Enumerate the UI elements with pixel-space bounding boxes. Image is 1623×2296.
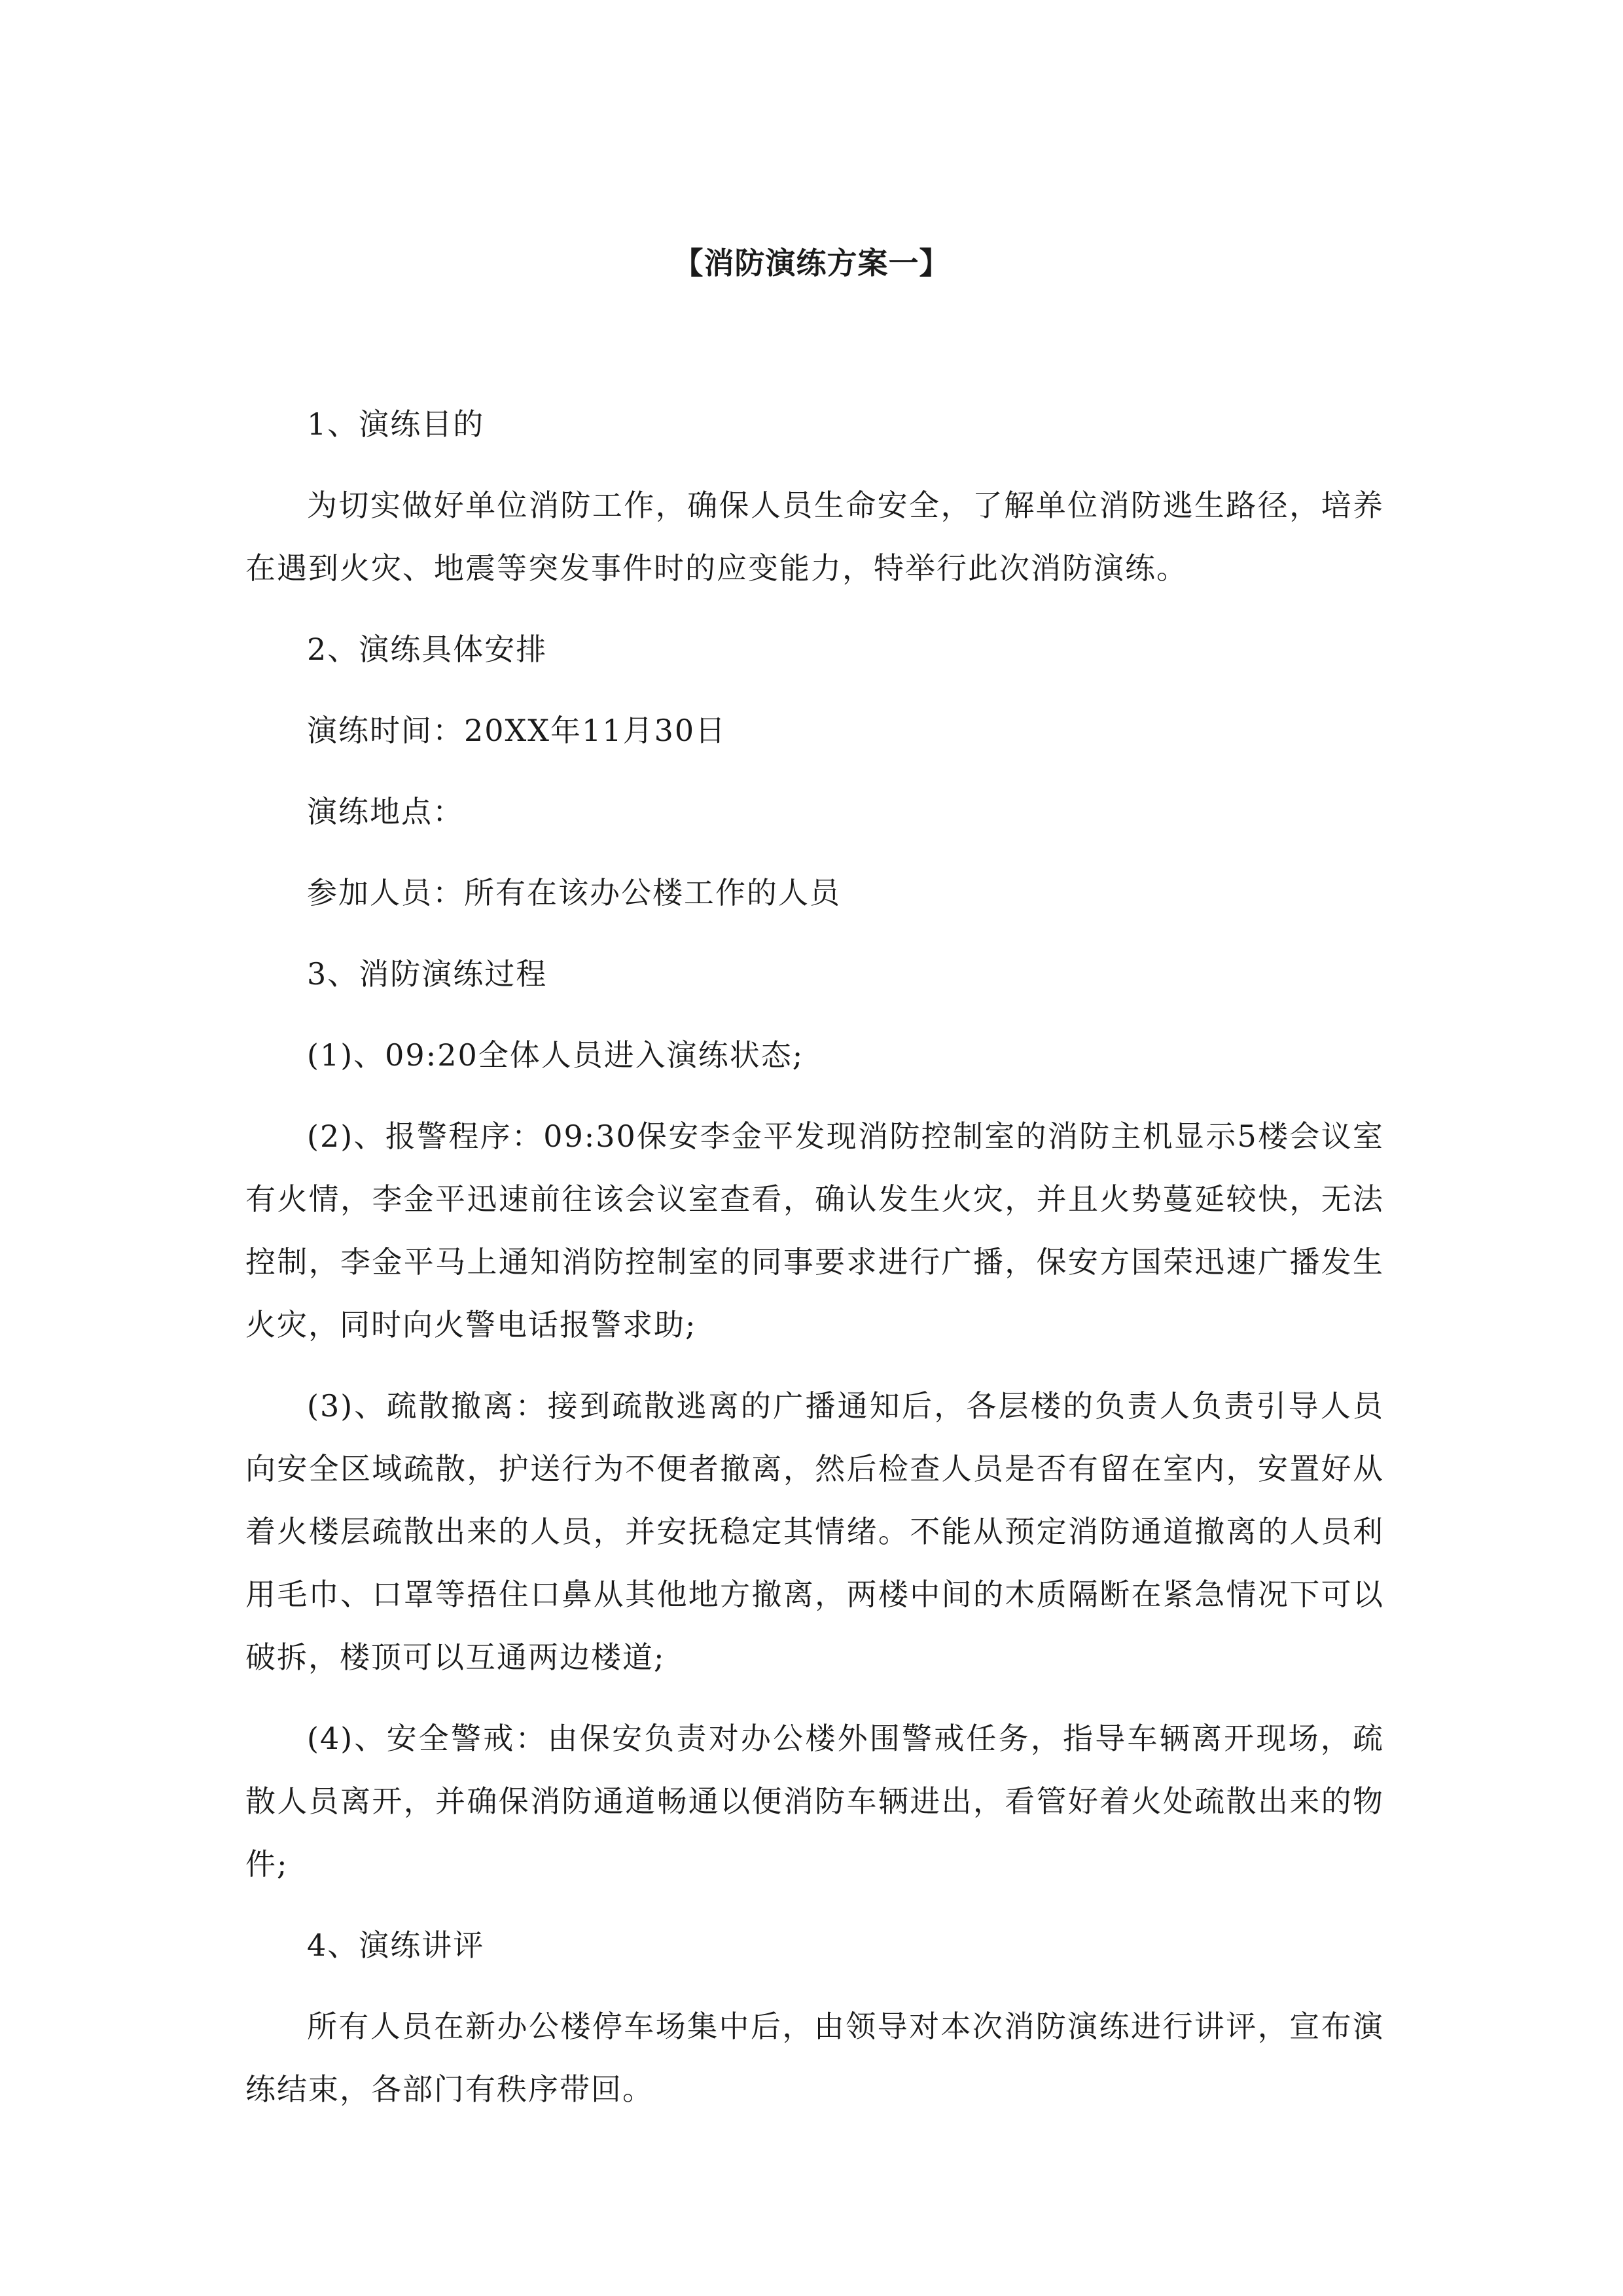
paragraph-step-4-security: (4)、安全警戒：由保安负责对办公楼外围警戒任务，指导车辆离开现场，疏散人员离开，并确保消防通道畅通以便消防车辆进出，看管好着火处疏散出来的物件;	[245, 1721, 1384, 1882]
section-heading-arrangement: 2、演练具体安排	[307, 632, 548, 667]
paragraph-step-2-alarm: (2)、报警程序：09:30保安李金平发现消防控制室的消防主机显示5楼会议室有火情，李金平迅速前往该会议室查看，确认发生火灾，并且火势蔓延较快，无法控制，李金平马上通知消防控制室的同事要求进行广播，保安方国荣迅速广播发生火灾，同时向火警电话报警求助;	[245, 1119, 1384, 1342]
section-heading-purpose: 1、演练目的	[307, 406, 485, 442]
document-title: 【消防演练方案一】	[673, 245, 950, 281]
paragraph-purpose: 为切实做好单位消防工作，确保人员生命安全，了解单位消防逃生路径，培养在遇到火灾、地震等突发事件时的应变能力，特举行此次消防演练。	[245, 488, 1384, 586]
paragraph-review: 所有人员在新办公楼停车场集中后，由领导对本次消防演练进行讲评，宣布演练结束，各部门有秩序带回。	[245, 2009, 1384, 2107]
section-heading-process: 3、消防演练过程	[307, 956, 548, 992]
paragraph-step-1: (1)、09:20全体人员进入演练状态;	[307, 1037, 804, 1073]
paragraph-participants: 参加人员：所有在该办公楼工作的人员	[307, 875, 841, 910]
section-heading-review: 4、演练讲评	[307, 1928, 485, 1963]
paragraph-drill-location: 演练地点：	[307, 794, 464, 829]
document-body	[245, 393, 1384, 2139]
paragraph-drill-time: 演练时间：20XX年11月30日	[307, 713, 727, 748]
paragraph-step-3-evacuation: (3)、疏散撤离：接到疏散逃离的广播通知后，各层楼的负责人负责引导人员向安全区域疏散，护送行为不便者撤离，然后检查人员是否有留在室内，安置好从着火楼层疏散出来的人员，并安抚稳定其情绪。不能从预定消防通道撤离的人员利用毛巾、口罩等捂住口鼻从其他地方撤离，两楼中间的木质隔断在紧急情况下可以破拆，楼顶可以互通两边楼道;	[245, 1388, 1384, 1675]
